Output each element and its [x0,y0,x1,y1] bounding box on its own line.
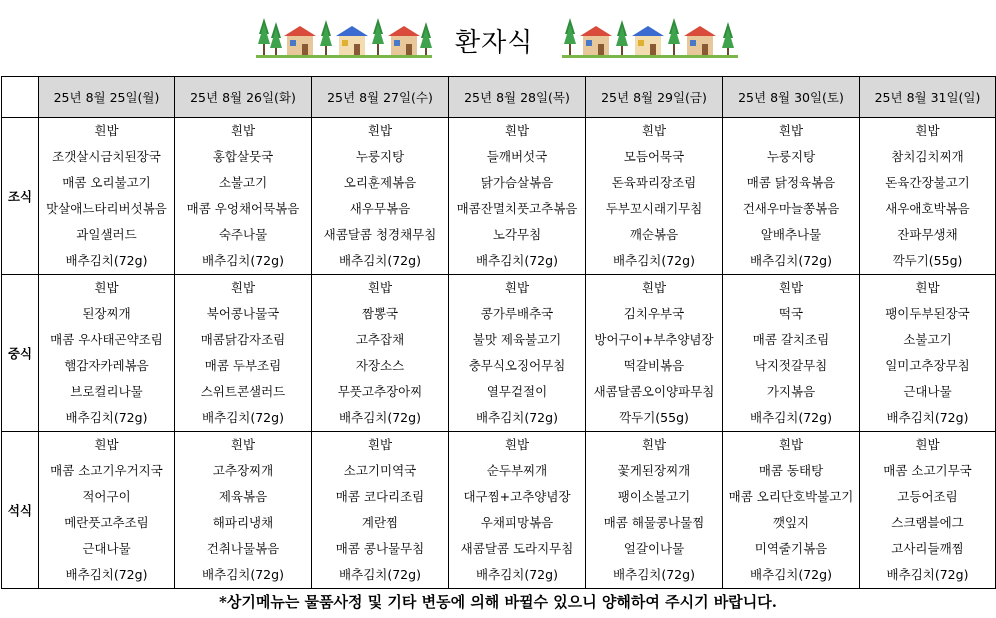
menu-item: 들깨버섯국 [486,149,548,164]
menu-item: 계란찜 [361,515,399,530]
menu-item: 흰밥 [641,123,667,138]
menu-item: 배추김치(72g) [339,567,421,582]
menu-item: 새우애호박볶음 [885,201,970,216]
menu-item: 메란풋고추조림 [64,515,149,530]
menu-item: 불맛 제육불고기 [472,332,562,347]
menu-cell [586,275,723,432]
menu-cell [860,275,996,432]
menu-item: 배추김치(72g) [476,567,558,582]
menu-item: 순두부찌개 [486,463,548,478]
menu-item: 매콤 닭정육볶음 [746,175,836,190]
day-header: 25년 8월 31일(일) [860,77,996,118]
menu-item: 매콤 해물콩나물찜 [603,515,705,530]
menu-cell [586,118,723,275]
menu-item: 흰밥 [641,280,667,295]
menu-item: 소고기미역국 [343,463,417,478]
menu-cell [723,432,860,589]
menu-item: 흰밥 [94,123,119,138]
menu-item: 팽이소불고기 [617,489,691,504]
day-header: 25년 8월 27일(수) [312,77,449,118]
menu-item: 배추김치(72g) [750,567,832,582]
menu-item: 흰밥 [915,280,940,295]
menu-item: 매콤 두부조림 [204,358,282,373]
menu-item: 매콤 코다리조림 [335,489,425,504]
menu-item: 흰밥 [641,437,667,452]
menu-item: 조갯살시금치된장국 [52,149,161,164]
menu-item: 미역줄기볶음 [754,541,828,556]
menu-item: 짬뽕국 [361,306,399,321]
menu-item: 스크램블에그 [891,515,964,530]
menu-item: 배추김치(72g) [339,253,421,268]
meal-row [2,118,996,275]
menu-item: 흰밥 [778,123,804,138]
menu-item: 매콤 갈치조림 [752,332,830,347]
menu-item: 홍합살뭇국 [212,149,274,164]
menu-item: 새콤달콤 도라지무침 [460,541,574,556]
menu-cell [39,118,175,275]
menu-item: 매콤 소고기무국 [883,463,972,478]
menu-item: 김치우부국 [623,306,685,321]
menu-item: 배추김치(72g) [65,410,148,425]
meal-label: 조식 [2,118,39,275]
meal-row [2,432,996,589]
menu-cell [312,118,449,275]
menu-item: 깍두기(55g) [892,253,963,268]
menu-item: 오리훈제볶음 [343,175,417,190]
menu-item: 흰밥 [504,123,530,138]
menu-item: 흰밥 [367,437,393,452]
menu-item: 방어구이+부추양념장 [594,332,714,347]
meal-label: 중식 [2,275,39,432]
menu-item: 건새우마늘쫑볶음 [742,201,840,216]
menu-item: 새콤달콤 청경채무침 [323,227,437,242]
menu-item: 고등어조림 [897,489,958,504]
menu-item: 고추잡채 [355,332,405,347]
menu-cell [39,432,175,589]
corner-cell [2,77,39,118]
menu-item: 배추김치(72g) [886,567,969,582]
menu-item: 과일샐러드 [76,227,137,242]
menu-item: 소불고기 [218,175,268,190]
menu-item: 제육볶음 [218,489,268,504]
footnote: *상기메뉴는 물품사정 및 기타 변동에 의해 바뀔수 있으니 양해하여 주시기 바랍니다. [219,593,777,611]
menu-cell [449,432,586,589]
menu-item: 우채피망볶음 [480,515,554,530]
menu-item: 흰밥 [94,280,119,295]
menu-item: 매콤 오리단호박불고기 [728,489,854,504]
menu-item: 떡갈비볶음 [623,358,685,373]
menu-item: 열무겉절이 [486,384,548,399]
menu-item: 노각무침 [492,227,542,242]
menu-item: 알배추나물 [760,227,822,242]
menu-cell [860,432,996,589]
menu-item: 브로컬리나물 [70,384,143,399]
menu-item: 무풋고추장아찌 [337,384,423,399]
menu-item: 돈육꽈리장조림 [611,175,697,190]
menu-item: 배추김치(72g) [202,253,284,268]
menu-item: 배추김치(72g) [613,253,695,268]
menu-item: 배추김치(72g) [476,253,558,268]
menu-item: 소불고기 [903,332,952,347]
menu-table [1,76,996,589]
menu-item: 햄감자카레볶음 [64,358,149,373]
menu-item: 새콤달콤오이양파무침 [593,384,715,399]
day-header: 25년 8월 28일(목) [449,77,586,118]
menu-item: 매콤 소고기우거지국 [50,463,163,478]
menu-item: 된장찌개 [82,306,131,321]
menu-item: 흰밥 [915,437,940,452]
page-title: 환자식 [455,28,534,58]
menu-item: 배추김치(72g) [613,567,695,582]
menu-item: 숙주나물 [218,227,268,242]
menu-cell [175,118,312,275]
menu-cell [723,118,860,275]
menu-cell [312,432,449,589]
menu-item: 매콤닭감자조림 [200,332,286,347]
menu-item: 두부꼬시래기무침 [605,201,703,216]
menu-item: 흰밥 [230,123,256,138]
menu-item: 배추김치(72g) [202,410,284,425]
menu-cell [175,275,312,432]
menu-item: 낙지젓갈무침 [754,358,828,373]
menu-cell [175,432,312,589]
menu-item: 모듬어묵국 [623,149,685,164]
menu-item: 북어콩나물국 [206,306,280,321]
menu-item: 흰밥 [94,437,119,452]
menu-item: 가지볶음 [766,384,816,399]
menu-item: 참치김치찌개 [891,149,964,164]
menu-item: 근대나물 [903,384,952,399]
menu-item: 매콤잔멸치풋고추볶음 [456,201,578,216]
menu-item: 배추김치(72g) [339,410,421,425]
menu-item: 흰밥 [504,280,530,295]
day-header: 25년 8월 30일(토) [723,77,860,118]
menu-item: 고추장찌개 [212,463,274,478]
meal-label: 석식 [2,432,39,589]
menu-item: 흰밥 [230,280,256,295]
menu-item: 충무식오징어무침 [468,358,566,373]
menu-item: 매콤 우사태곤약조림 [50,332,163,347]
menu-cell [586,432,723,589]
menu-cell [312,275,449,432]
menu-item: 매콤 우엉채어묵볶음 [186,201,300,216]
menu-cell [723,275,860,432]
menu-item: 흰밥 [367,123,393,138]
menu-item: 매콤 오리불고기 [62,175,151,190]
menu-item: 매콤 동태탕 [758,463,824,478]
menu-item: 꽃게된장찌개 [617,463,691,478]
menu-item: 자장소스 [355,358,405,373]
menu-item: 맛살애느타리버섯볶음 [46,201,167,216]
menu-item: 흰밥 [367,280,393,295]
menu-item: 적어구이 [82,489,131,504]
menu-item: 깨순볶음 [629,227,679,242]
menu-item: 일미고추장무침 [885,358,970,373]
meal-row [2,275,996,432]
menu-item: 건취나물볶음 [206,541,280,556]
menu-item: 콩가루배추국 [480,306,554,321]
menu-item: 배추김치(72g) [65,253,148,268]
menu-item: 배추김치(72g) [202,567,284,582]
day-header: 25년 8월 29일(금) [586,77,723,118]
menu-item: 배추김치(72g) [750,410,832,425]
menu-item: 닭가슴살볶음 [480,175,554,190]
menu-item: 누룽지탕 [355,149,405,164]
menu-item: 흰밥 [230,437,256,452]
menu-item: 돈육간장불고기 [885,175,970,190]
day-header-row [2,77,996,118]
menu-item: 떡국 [778,306,804,321]
menu-item: 깍두기(55g) [619,410,689,425]
menu-item: 흰밥 [915,123,940,138]
day-header: 25년 8월 26일(화) [175,77,312,118]
menu-cell [449,275,586,432]
menu-cell [39,275,175,432]
menu-item: 잔파무생채 [897,227,958,242]
menu-item: 새우무볶음 [349,201,411,216]
page-header [0,0,996,76]
menu-item: 배추김치(72g) [886,410,969,425]
menu-item: 얼갈이나물 [623,541,685,556]
menu-item: 대구찜+고추양념장 [463,489,571,504]
menu-item: 배추김치(72g) [65,567,148,582]
menu-item: 흰밥 [778,280,804,295]
menu-item: 깻잎지 [772,515,810,530]
menu-item: 고사리들깨찜 [891,541,964,556]
menu-item: 흰밥 [778,437,804,452]
menu-item: 해파리냉채 [212,515,274,530]
menu-cell [449,118,586,275]
menu-item: 배추김치(72g) [476,410,558,425]
menu-item: 매콤 콩나물무침 [335,541,425,556]
menu-item: 배추김치(72g) [750,253,832,268]
menu-item: 흰밥 [504,437,530,452]
day-header: 25년 8월 25일(월) [39,77,175,118]
menu-cell [860,118,996,275]
menu-item: 스위트콘샐러드 [200,384,286,399]
menu-item: 근대나물 [82,541,131,556]
menu-item: 팽이두부된장국 [885,306,970,321]
menu-item: 누룽지탕 [766,149,816,164]
village-illustration-right [562,14,738,58]
village-illustration-left [256,14,432,58]
